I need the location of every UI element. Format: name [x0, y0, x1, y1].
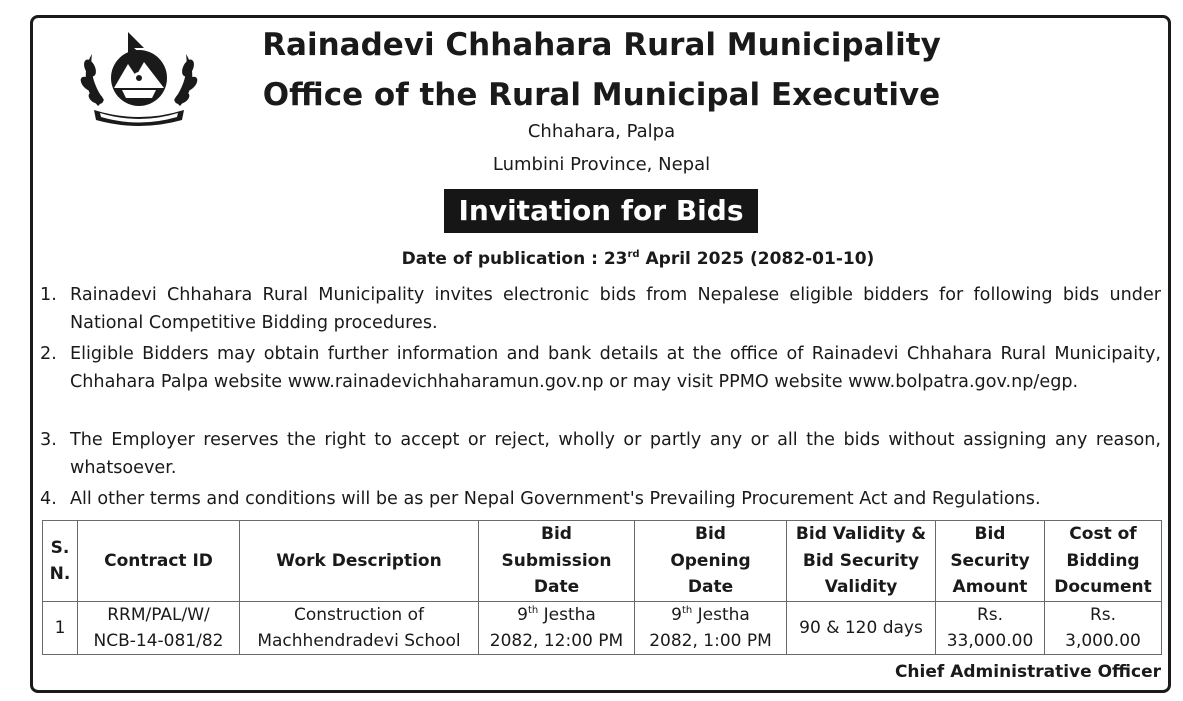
term-item-4 [40, 486, 1161, 514]
cell-validity: 90 & 120 days [787, 602, 936, 655]
bids-table [42, 520, 1162, 655]
header-contract-id: Contract ID [78, 521, 240, 602]
cell-contract-id: RRM/PAL/W/ NCB-14-081/82 [78, 602, 240, 655]
header-submission-date: Bid Submission Date [479, 521, 635, 602]
term-number: 1. [40, 285, 57, 305]
cell-security-amount: Rs. 33,000.00 [936, 602, 1045, 655]
cell-sn: 1 [43, 602, 78, 655]
header-validity: Bid Validity & Bid Security Validity [787, 521, 936, 602]
term-text: All other terms and conditions will be as per Nepal Government's Prevailing Procurement Act and Regulations. [70, 489, 1041, 509]
publication-date: Date of publication : 23rd April 2025 (2082-01-10) [401, 249, 875, 269]
office-name: Office of the Rural Municipal Executive [262, 77, 941, 113]
term-number: 3. [40, 430, 57, 450]
table-header-row [43, 521, 1162, 602]
header-opening-date: Bid Opening Date [635, 521, 787, 602]
term-item-1 [40, 282, 1161, 337]
address-line-1: Chhahara, Palpa [527, 121, 676, 142]
table-row [43, 602, 1162, 655]
term-number: 2. [40, 344, 57, 364]
header-work-description: Work Description [240, 521, 479, 602]
header-security-amount: Bid Security Amount [936, 521, 1045, 602]
notice-title: Invitation for Bids [444, 189, 758, 233]
header-document-cost: Cost of Bidding Document [1045, 521, 1162, 602]
address-line-2: Lumbini Province, Nepal [492, 154, 711, 175]
term-text: Eligible Bidders may obtain further information and bank details at the office of Rainadevi Chhahara Rural Municipaity, Chhahara Palpa website www.rainadevichhaharamun.gov.np or may visit PPMO website www.bolpatra.gov.np/egp. [70, 344, 1161, 392]
cell-opening-date: 9th Jestha 2082, 1:00 PM [635, 602, 787, 655]
term-item-3 [40, 427, 1161, 482]
cell-submission-date: 9th Jestha 2082, 12:00 PM [479, 602, 635, 655]
term-text: The Employer reserves the right to accept or reject, wholly or partly any or all the bids without assigning any reason, whatsoever. [70, 430, 1161, 478]
municipality-name: Rainadevi Chhahara Rural Municipality [262, 27, 941, 63]
term-item-2 [40, 341, 1161, 396]
cell-document-cost: Rs. 3,000.00 [1045, 602, 1162, 655]
cell-work-description: Construction of Machhendradevi School [240, 602, 479, 655]
term-number: 4. [40, 489, 57, 509]
header-sn: S. N. [43, 521, 78, 602]
signature: Chief Administrative Officer [894, 662, 1161, 682]
term-text: Rainadevi Chhahara Rural Municipality invites electronic bids from Nepalese eligible bidders for following bids under National Competitive Bidding procedures. [70, 285, 1161, 333]
